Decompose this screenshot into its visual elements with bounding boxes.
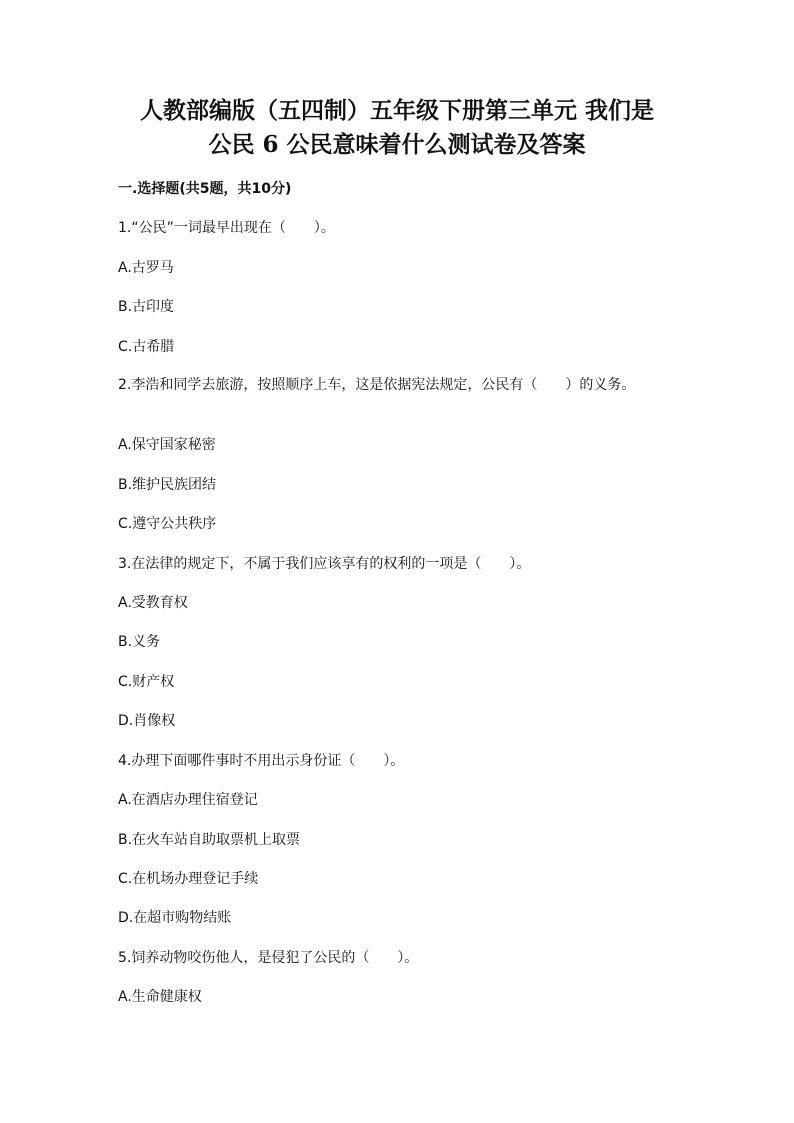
question-3-option-b: B.义务 [118, 634, 161, 650]
question-3-stem: 3.在法律的规定下，不属于我们应该享有的权利的一项是（ ）。 [118, 556, 531, 572]
question-1-stem: 1.“公民”一词最早出现在（ ）。 [118, 220, 335, 236]
question-4-option-a: A.在酒店办理住宿登记 [118, 792, 258, 808]
document-title-line-2: 公民 6 公民意味着什么测试卷及答案 [208, 131, 586, 158]
question-4-option-b: B.在火车站自助取票机上取票 [118, 832, 301, 848]
question-3-option-a: A.受教育权 [118, 595, 188, 611]
question-2-option-b: B.维护民族团结 [118, 477, 217, 493]
question-1-option-a: A.古罗马 [118, 260, 174, 276]
question-5-stem: 5.饲养动物咬伤他人，是侵犯了公民的（ ）。 [118, 950, 419, 966]
question-4-option-d: D.在超市购物结账 [118, 910, 232, 926]
question-1-option-b: B.古印度 [118, 299, 175, 315]
question-1-option-c: C.古希腊 [118, 339, 175, 355]
question-3-option-d: D.肖像权 [118, 713, 176, 729]
question-4-option-c: C.在机场办理登记手续 [118, 871, 259, 887]
section-heading: 一.选择题(共5题，共10分) [118, 181, 292, 197]
question-4-stem: 4.办理下面哪件事时不用出示身份证（ ）。 [118, 753, 405, 769]
question-5-option-a: A.生命健康权 [118, 989, 202, 1005]
question-3-option-c: C.财产权 [118, 674, 175, 690]
question-2-option-c: C.遵守公共秩序 [118, 516, 217, 532]
document-title-line-1: 人教部编版（五四制）五年级下册第三单元 我们是 [139, 97, 654, 124]
question-2-option-a: A.保守国家秘密 [118, 437, 216, 453]
question-2-stem: 2.李浩和同学去旅游，按照顺序上车，这是依据宪法规定，公民有（ ）的义务。 [118, 377, 636, 393]
